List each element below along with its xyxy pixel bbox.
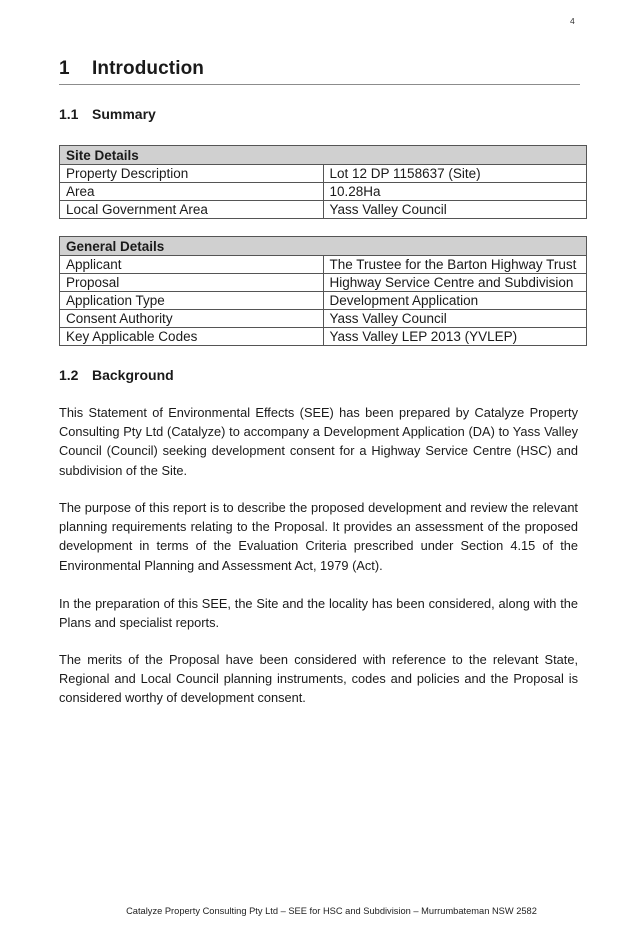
subsection-number: 1.2	[59, 367, 79, 383]
row-label: Local Government Area	[60, 201, 324, 219]
section-heading-introduction	[59, 58, 580, 80]
table-row	[60, 274, 587, 292]
section-title: Introduction	[92, 58, 205, 79]
table-header-row	[60, 237, 587, 256]
paragraph: The merits of the Proposal have been considered with reference to the relevant State, Regional and Local Council planning instruments, codes and policies and the Proposal is considered worthy of development consent.	[59, 652, 578, 706]
row-value: Yass Valley Council	[323, 310, 587, 328]
row-value: The Trustee for the Barton Highway Trust	[323, 256, 587, 274]
page-number: 4	[570, 16, 575, 26]
row-value: Yass Valley Council	[323, 201, 587, 219]
paragraph: In the preparation of this SEE, the Site and the locality has been considered, along with the Plans and specialist reports.	[59, 596, 578, 631]
table-row	[60, 310, 587, 328]
section-number: 1	[59, 58, 70, 79]
subsection-number: 1.1	[59, 106, 79, 122]
table-row	[60, 256, 587, 274]
subsection-heading-background	[59, 367, 174, 383]
paragraph: The purpose of this report is to describe the proposed development and review the relevant planning requirements relating to the Proposal. It provides an assessment of the proposed development in terms of the Evaluation Criteria prescribed under Section 4.15 of the Environmental Planning and Assessment Act, 1979 (Act).	[59, 500, 578, 573]
table-header: General Details	[60, 237, 587, 256]
table-row	[60, 165, 587, 183]
table-row	[60, 201, 587, 219]
row-value: Highway Service Centre and Subdivision	[323, 274, 587, 292]
subsection-heading-summary	[59, 106, 156, 122]
table-header-row	[60, 146, 587, 165]
subsection-title: Background	[92, 367, 174, 383]
row-value: Lot 12 DP 1158637 (Site)	[323, 165, 587, 183]
table-row	[60, 328, 587, 346]
general-details-table	[59, 236, 587, 346]
row-label: Consent Authority	[60, 310, 324, 328]
row-label: Property Description	[60, 165, 324, 183]
paragraph: This Statement of Environmental Effects (SEE) has been prepared by Catalyze Property Consulting Pty Ltd (Catalyze) to accompany a Development Application (DA) to Yass Valley Council (Council) seeking development consent for a Highway Service Centre (HSC) and subdivision of the Site.	[59, 405, 578, 478]
table-header: Site Details	[60, 146, 587, 165]
row-value: Yass Valley LEP 2013 (YVLEP)	[323, 328, 587, 346]
table-row	[60, 183, 587, 201]
row-label: Area	[60, 183, 324, 201]
heading-divider	[59, 84, 580, 85]
row-value: Development Application	[323, 292, 587, 310]
subsection-title: Summary	[92, 106, 156, 122]
site-details-table	[59, 145, 587, 219]
page-footer: Catalyze Property Consulting Pty Ltd – SEE for HSC and Subdivision – Murrumbateman NSW 2582	[126, 906, 537, 916]
row-label: Applicant	[60, 256, 324, 274]
table-row	[60, 292, 587, 310]
row-label: Proposal	[60, 274, 324, 292]
row-label: Application Type	[60, 292, 324, 310]
row-value: 10.28Ha	[323, 183, 587, 201]
row-label: Key Applicable Codes	[60, 328, 324, 346]
